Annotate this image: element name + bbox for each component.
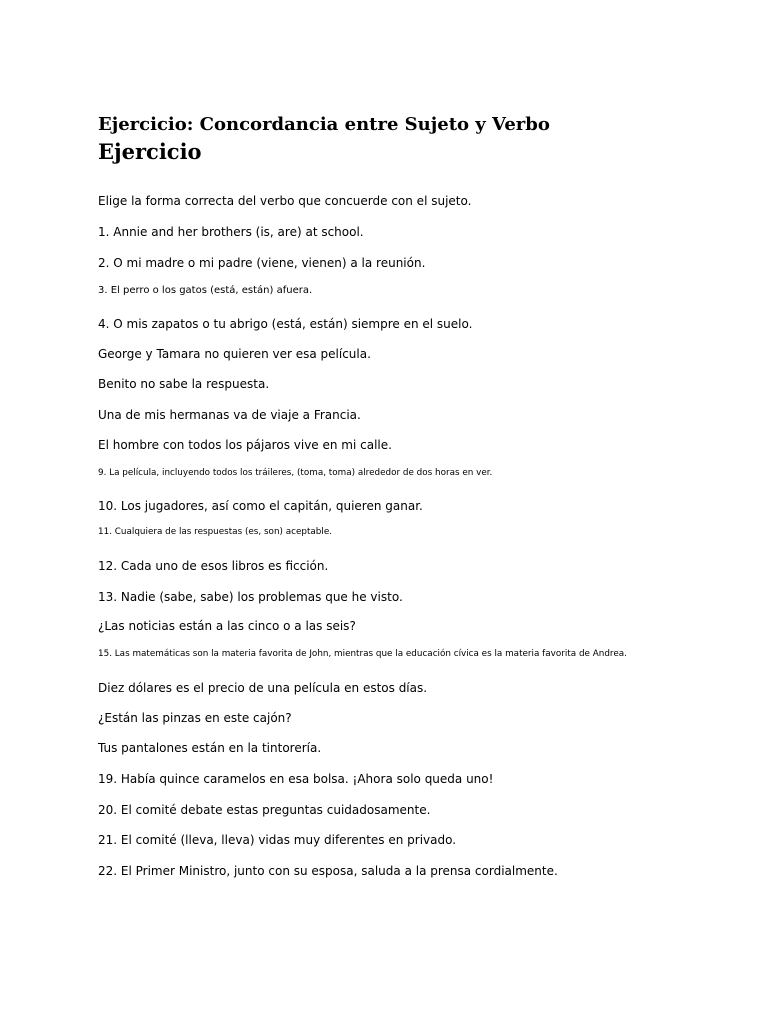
exercise-item-7: Una de mis hermanas va de viaje a Francia. [98,408,361,422]
exercise-item-20: 20. El comité debate estas preguntas cuidadosamente. [98,803,431,817]
exercise-item-22: 22. El Primer Ministro, junto con su esposa, saluda a la prensa cordialmente. [98,864,558,878]
document-page [98,114,738,165]
exercise-item-19: 19. Había quince caramelos en esa bolsa. ¡Ahora solo queda uno! [98,772,494,786]
exercise-item-21: 21. El comité (lleva, lleva) vidas muy diferentes en privado. [98,833,457,847]
document-title: Ejercicio: Concordancia entre Sujeto y Verbo [98,114,550,135]
exercise-item-2: 2. O mi madre o mi padre (viene, vienen) a la reunión. [98,256,426,270]
section-heading: Ejercicio [98,139,202,164]
exercise-item-17: ¿Están las pinzas en este cajón? [98,711,292,725]
exercise-item-10: 10. Los jugadores, así como el capitán, quieren ganar. [98,499,423,513]
exercise-item-15: 15. Las matemáticas son la materia favorita de John, mientras que la educación cívica es la materia favorita de Andrea. [98,648,627,659]
exercise-item-1: 1. Annie and her brothers (is, are) at school. [98,225,364,239]
instructions-text: Elige la forma correcta del verbo que concuerde con el sujeto. [98,194,472,208]
exercise-item-3: 3. El perro o los gatos (está, están) afuera. [98,285,313,296]
exercise-item-14: ¿Las noticias están a las cinco o a las seis? [98,619,356,633]
exercise-item-4: 4. O mis zapatos o tu abrigo (está, están) siempre en el suelo. [98,317,473,331]
exercise-item-18: Tus pantalones están en la tintorería. [98,741,322,755]
exercise-item-12: 12. Cada uno de esos libros es ficción. [98,559,329,573]
exercise-item-11: 11. Cualquiera de las respuestas (es, son) aceptable. [98,526,333,537]
exercise-item-5: George y Tamara no quieren ver esa película. [98,347,371,361]
exercise-item-8: El hombre con todos los pájaros vive en mi calle. [98,438,392,452]
exercise-item-9: 9. La película, incluyendo todos los tráileres, (toma, toma) alrededor de dos horas en ver. [98,467,493,478]
exercise-item-13: 13. Nadie (sabe, sabe) los problemas que he visto. [98,590,403,604]
exercise-item-6: Benito no sabe la respuesta. [98,377,270,391]
exercise-item-16: Diez dólares es el precio de una película en estos días. [98,681,428,695]
